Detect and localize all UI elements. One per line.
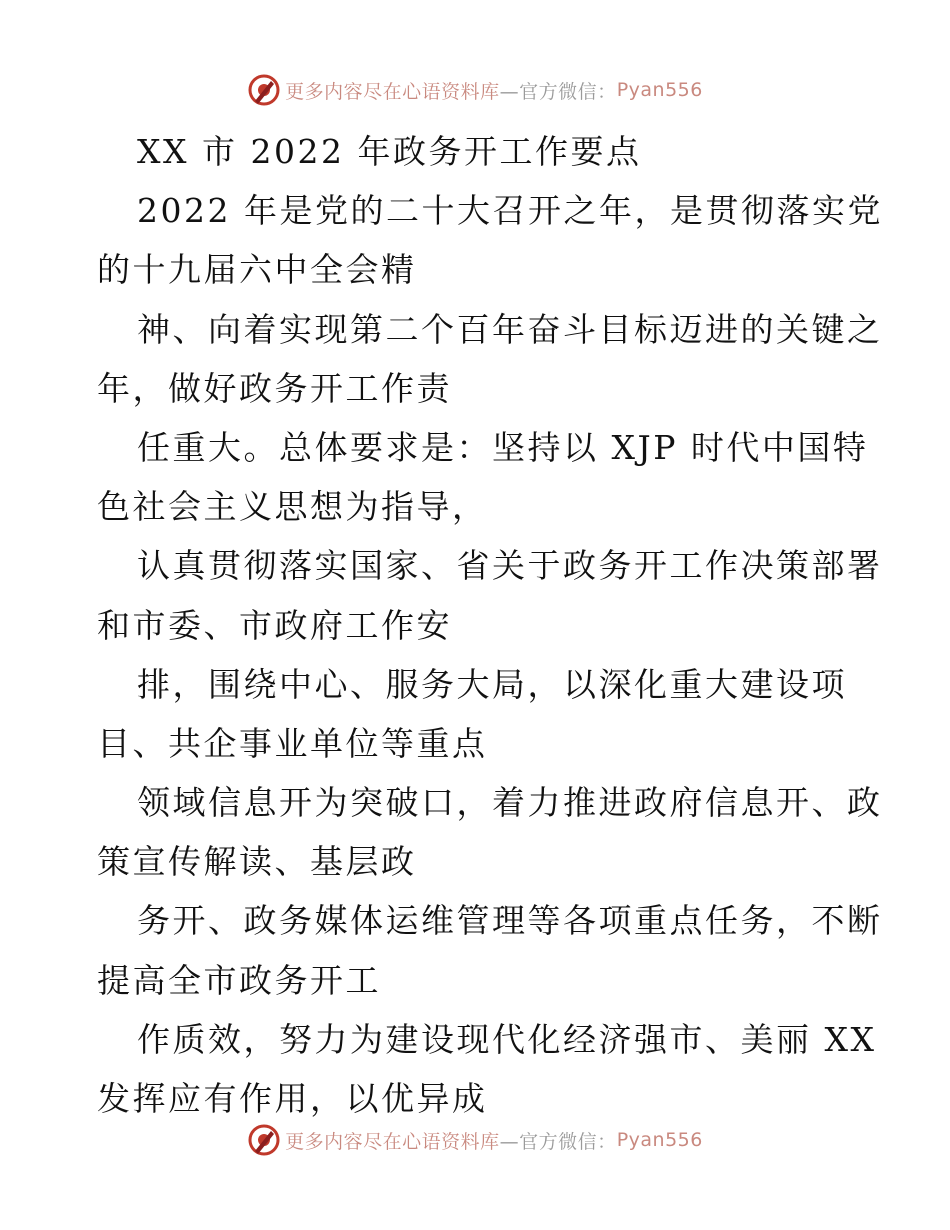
pen-logo-icon — [247, 1123, 281, 1157]
watermark-header — [0, 70, 950, 110]
paragraph-line: 神、向着实现第二个百年奋斗目标迈进的关键之 — [137, 309, 883, 349]
paragraph-line: 2022 年是党的二十大召开之年，是贯彻落实党 — [137, 191, 883, 231]
paragraph-line: 策宣传解读、基层政 — [97, 842, 417, 882]
paragraph-line: 排，围绕中心、服务大局，以深化重大建设项 — [137, 664, 847, 704]
document-title: XX 市 2022 年政务开工作要点 — [137, 132, 642, 171]
paragraph-line: 提高全市政务开工 — [97, 960, 381, 1000]
pen-logo-icon — [247, 73, 281, 107]
watermark-separator: —官方微信： — [499, 80, 617, 103]
document-body — [97, 122, 883, 1128]
paragraph-line: 的十九届六中全会精 — [97, 250, 417, 290]
paragraph-line: 任重大。总体要求是：坚持以 XJP 时代中国特 — [137, 427, 869, 467]
watermark-wechat-id: Pyan556 — [616, 1129, 703, 1151]
paragraph-line: 和市委、市政府工作安 — [97, 605, 452, 645]
paragraph-line: 务开、政务媒体运维管理等各项重点任务，不断 — [137, 901, 883, 941]
paragraph-line: 领域信息开为突破口，着力推进政府信息开、政 — [137, 783, 883, 823]
paragraph-line: 年，做好政务开工作责 — [97, 368, 452, 408]
watermark-footer — [0, 1120, 950, 1160]
watermark-wechat-id: Pyan556 — [616, 79, 703, 101]
paragraph-line: 色社会主义思想为指导， — [97, 487, 488, 527]
watermark-text: 更多内容尽在心语资料库 — [285, 80, 500, 103]
paragraph-line: 发挥应有作用，以优异成 — [97, 1079, 488, 1118]
watermark-text: 更多内容尽在心语资料库 — [285, 1130, 500, 1153]
paragraph-line: 目、共企事业单位等重点 — [97, 723, 488, 763]
paragraph-line: 认真贯彻落实国家、省关于政务开工作决策部署 — [137, 546, 883, 586]
watermark-separator: —官方微信： — [499, 1130, 617, 1153]
paragraph-line: 作质效，努力为建设现代化经济强市、美丽 XX — [137, 1019, 877, 1059]
